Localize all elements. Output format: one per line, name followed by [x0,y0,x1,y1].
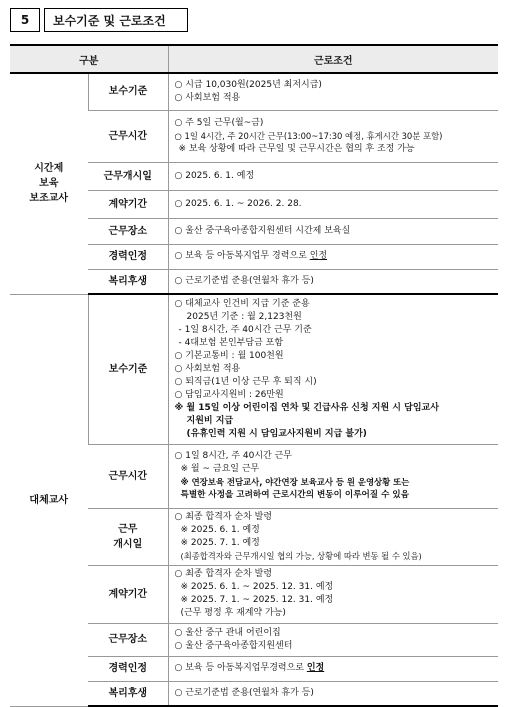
header-conditions: 근로조건 [168,45,498,73]
row-label: 계약기간 [88,190,168,218]
row-conditions: ○ 근로기준법 준용(연월차 휴가 등) [168,269,498,294]
row-conditions: ○ 울산 중구육아종합지원센터 시간제 보육실 [168,218,498,244]
row-conditions: ○ 주 5일 근무(월~금) ○ 1일 4시간, 주 20시간 근무(13:00~17:30 예정, 휴게시간 30분 포함) ※ 보육 상황에 따라 근무일 및 근무시간은 협의 후 조정 가능 [168,110,498,162]
row-conditions: ○ 울산 중구 관내 어린이집 ○ 울산 중구육아종합지원센터 [168,623,498,656]
row-conditions: ○ 최종 합격자 순차 발령 ※ 2025. 6. 1. ~ 2025. 12. 31. 예정 ※ 2025. 7. 1. ~ 2025. 12. 31. 예정 (근무 평정 후 재계약 가능) [168,565,498,623]
row-conditions: ○ 2025. 6. 1. ~ 2026. 2. 28. [168,190,498,218]
row-label: 근무시간 [88,110,168,162]
row-label: 근무 개시일 [88,508,168,565]
row-conditions: ○ 보육 등 아동복지업무 경력으로 인정 [168,244,498,269]
section-header [10,8,188,34]
conditions-table [10,44,498,707]
row-conditions: ○ 보육 등 아동복지업무경력으로 인정 [168,656,498,681]
group-parttime-assistant: 시간제 보육 보조교사 [10,73,88,294]
row-label: 근무장소 [88,218,168,244]
row-conditions: ○ 1일 8시간, 주 40시간 근무 ※ 월 ~ 금요일 근무 ※ 연장보육 전담교사, 야간연장 보육교사 등 원 운영상황 또는 특별한 사정을 고려하여 근로시간의 변동이 이루어질 수 있음 [168,444,498,508]
row-conditions: ○ 2025. 6. 1. 예정 [168,162,498,190]
row-label: 복리후생 [88,269,168,294]
row-label: 근무시간 [88,444,168,508]
row-label: 근무장소 [88,623,168,656]
row-conditions: ○ 대체교사 인건비 지급 기준 준용 2025년 기준 : 월 2,123천원 - 1일 8시간, 주 40시간 근무 기준 - 4대보험 본인부담금 포함 ○ 기본교통비 : 월 100천원 ○ 사회보험 적용 ○ 퇴직금(1년 이상 근무 후 퇴직 시) ○ 담임교사지원비 : 26만원 ※ 월 15일 이상 어린이집 연차 및 긴급사유 신청 지원 시 담임교사 지원비 지급 (유휴인력 지원 시 담임교사지원비 지급 불가) [168,294,498,444]
section-title: 보수기준 및 근로조건 [44,8,188,32]
row-label: 경력인정 [88,244,168,269]
row-label: 복리후생 [88,681,168,706]
row-label: 보수기준 [88,73,168,110]
row-conditions: ○ 최종 합격자 순차 발령 ※ 2025. 6. 1. 예정 ※ 2025. 7. 1. 예정 (최종합격자와 근무개시일 협의 가능, 상황에 따라 변동 될 수 있음) [168,508,498,565]
header-category: 구분 [10,45,168,73]
row-label: 경력인정 [88,656,168,681]
row-label: 계약기간 [88,565,168,623]
row-label: 보수기준 [88,294,168,444]
section-number: 5 [10,8,40,32]
group-substitute-teacher: 대체교사 [10,294,88,706]
row-conditions: ○ 근로기준법 준용(연월차 휴가 등) [168,681,498,706]
row-label: 근무개시일 [88,162,168,190]
row-conditions: ○ 시급 10,030원(2025년 최저시급) ○ 사회보험 적용 [168,73,498,110]
